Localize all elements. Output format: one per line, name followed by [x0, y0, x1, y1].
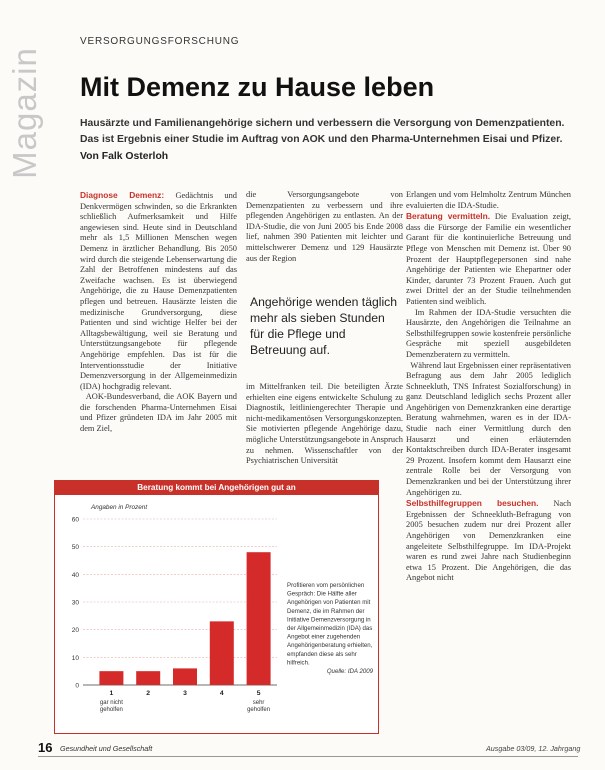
article-lead [80, 116, 570, 165]
paragraph-heading: Beratung vermitteln. [406, 211, 491, 222]
author-byline: Von Falk Osterloh [80, 150, 169, 162]
y-tick-label: 10 [71, 654, 79, 662]
paragraph: Nach Ergebnissen der Schneekluth-Befragung von 2005 besuchen zudem nur drei Prozent aller Angehörigen von Demenzkranken eine angeleitete Selbsthilfegruppe. Im IDA-Projekt waren es rund zwei Jahre nach Studienbeginn etwa 15 Prozent. Die Angehörigen, die das Angebot nicht [406, 499, 571, 583]
y-tick-label: 0 [75, 682, 79, 690]
text-column-2-bottom [246, 382, 403, 468]
chart-caption-line: hilfreich. [287, 659, 310, 667]
y-tick-label: 50 [71, 544, 79, 552]
magazine-vertical-label: Magazin [6, 47, 43, 179]
text-column-2-top [246, 190, 403, 264]
paragraph: Die Evaluation zeigt, dass die Fürsorge der Familie ein wesentlicher Garant für die kontinuierliche Betreuung und Pflege von Menschen mit Demenz ist. Über 90 Prozent der Hauptpflegepersonen sind nahe Angehörige der Patienten wie Ehepartner oder Kinder, darunter 73 Prozent Frauen. Auch gut zwei Drittel der an der Studie teilnehmenden Patienten sind weiblich. [406, 212, 571, 306]
pull-quote: Angehörige wenden täglich mehr als sieben Stunden für die Pflege und Betreuung auf. [250, 295, 398, 357]
chart-caption-line: Gespräch: Die Hälfte aller [287, 590, 357, 598]
paragraph: die Versorgungsangebote von Demenzpatienten zu verbessern und ihre pflegenden Angehörigen zu entlasten. An der IDA-Studie, die von Juni 2005 bis Ende 2008 lief, nahmen 390 Patienten mit leichter und mittelschwerer Demenz und 129 Hausärzte aus der Region [246, 190, 403, 263]
paragraph: Während laut Ergebnissen einer repräsentativen Befragung aus dem Jahr 2005 lediglich Schneekluth, TNS Infratest Sozialforschung) in ganz Deutschland lediglich sechs Prozent aller Angehörigen von Demenzkranken eine derartige Beratung wahrnehmen, waren es in der IDA-Studie nach einer Vermittlung durch den Hausarzt und einen erläuternden Kontaktschreiben durch IDA-Berater insgesamt 29 Prozent. Insofern kommt dem Hausarzt eine zentrale Rolle bei der Versorgung von Demenzkranken und bei der Unterstützung ihrer Angehörigen zu. [406, 360, 571, 497]
bar [210, 621, 234, 685]
footer-issue: Ausgabe 03/09, 12. Jahrgang [486, 744, 581, 753]
chart-caption-line: Profitieren vom persönlichen [287, 582, 365, 589]
x-tick-label: 2 [146, 690, 151, 697]
footer-rule [38, 756, 578, 757]
paragraph-heading: Selbsthilfegruppen besuchen. [406, 498, 539, 509]
bar [247, 552, 271, 685]
text-column-1 [80, 190, 237, 465]
text-column-3 [406, 190, 571, 760]
paragraph-heading: Diagnose Demenz: [80, 190, 165, 200]
paragraph: Gedächtnis und Denkvermögen schwinden, so die Erkrankten schließlich Aufmerksamkeit und Hilfe angewiesen sind. Heute sind in Deutschland mehr als 1,5 Millionen Menschen wegen Demenz in ärztlicher Behandlung. Bis 2050 wird durch die steigende Lebenserwartung die Zahl der Betroffenen mindestens auf das Zweifache wachsen. Es ist überwiegend Angehörige, die zu Hause Demenzpatienten pflegen und betreuen. Hausärzte leisten die medizinische Grundversorgung, diese Patienten und sind wichtige Helfer bei der Alltagsbewältigung, weil sie Beratung und Unterstützungsangebote für pflegende Angehörige empfehlen. Das ist für die Interventionsstudie der Initiative Demenzversorgung in der Allgemeinmedizin (IDA) hochgradig relevant. [80, 191, 237, 391]
chart-plot [55, 495, 378, 733]
y-tick-label: 30 [71, 599, 79, 607]
chart-caption-line: empfanden diese als sehr [287, 650, 357, 658]
paragraph: im Mittelfranken teil. Die beteiligten Ärzte erhielten eine eigens entwickelte Schulung zu Diagnostik, leitliniengerechter Therapie und nicht-medikamentösen Versorgungskonzepten. Sie motivierten pflegende Angehörige dazu, mögliche Unterstützungsangebote in Anspruch zu nehmen. Wissenschaftler von der Psychiatrischen Universität [246, 382, 403, 466]
bar [136, 671, 160, 685]
chart-caption-line: Demenz, die im Rahmen der [287, 607, 365, 615]
y-tick-label: 40 [71, 571, 79, 579]
category-note: geholfen [247, 707, 271, 713]
x-tick-label: 4 [219, 690, 224, 697]
chart-caption-line: Angebot einer zugehenden [287, 633, 361, 641]
section-kicker: VERSORGUNGSFORSCHUNG [80, 36, 240, 47]
chart-title: Beratung kommt bei Angehörigen gut an [55, 481, 378, 495]
chart-caption-line: Angehörigen von Patienten mit [287, 599, 371, 607]
lead-text: Hausärzte und Familienangehörige sichern und verbessern die Versorgung von Demenzpatienten. Das ist Ergebnis einer Studie im Auftrag von AOK und den Pharma-Unternehmen Eisai und Pfizer. [80, 118, 565, 146]
bar [99, 671, 123, 685]
chart-caption-line: Initiative Demenzversorgung in [287, 616, 371, 624]
y-tick-label: 60 [71, 516, 79, 524]
bar [173, 668, 197, 685]
category-note: sehr [252, 700, 265, 706]
chart-source: Quelle: IDA 2009 [326, 668, 373, 675]
y-axis-label: Angaben in Prozent [91, 504, 148, 511]
paragraph: Erlangen und vom Helmholtz Zentrum München evaluierten die IDA-Studie. [406, 190, 571, 210]
category-note: geholfen [99, 707, 123, 713]
category-note: gar nicht [99, 700, 123, 706]
paragraph: AOK-Bundesverband, die AOK Bayern und die forschenden Pharma-Unternehmen Eisai und Pfizer gründeten IDA im Jahr 2005 mit dem Ziel, [80, 392, 237, 434]
y-tick-label: 20 [71, 627, 79, 635]
article-title: Mit Demenz zu Hause leben [80, 72, 435, 102]
x-tick-label: 1 [109, 690, 114, 697]
chart-caption-line: der Allgemeinmedizin (IDA) das [287, 625, 373, 632]
page-number: 16 [38, 740, 53, 755]
x-tick-label: 3 [183, 690, 187, 697]
chart-caption-line: Angehörigenberatung erhielten, [287, 642, 373, 650]
paragraph: Im Rahmen der IDA-Studie versuchten die Hausärzte, den Angehörigen die Teilnahme an Selbsthilfegruppen sowie kostenfreie persönliche Gespräche mit speziell ausgebildeten Demenzberatern zu vermitteln. [406, 307, 571, 359]
footer-publication: Gesundheit und Gesellschaft [60, 744, 153, 753]
x-tick-label: 5 [256, 690, 261, 697]
bar-chart [54, 480, 379, 734]
